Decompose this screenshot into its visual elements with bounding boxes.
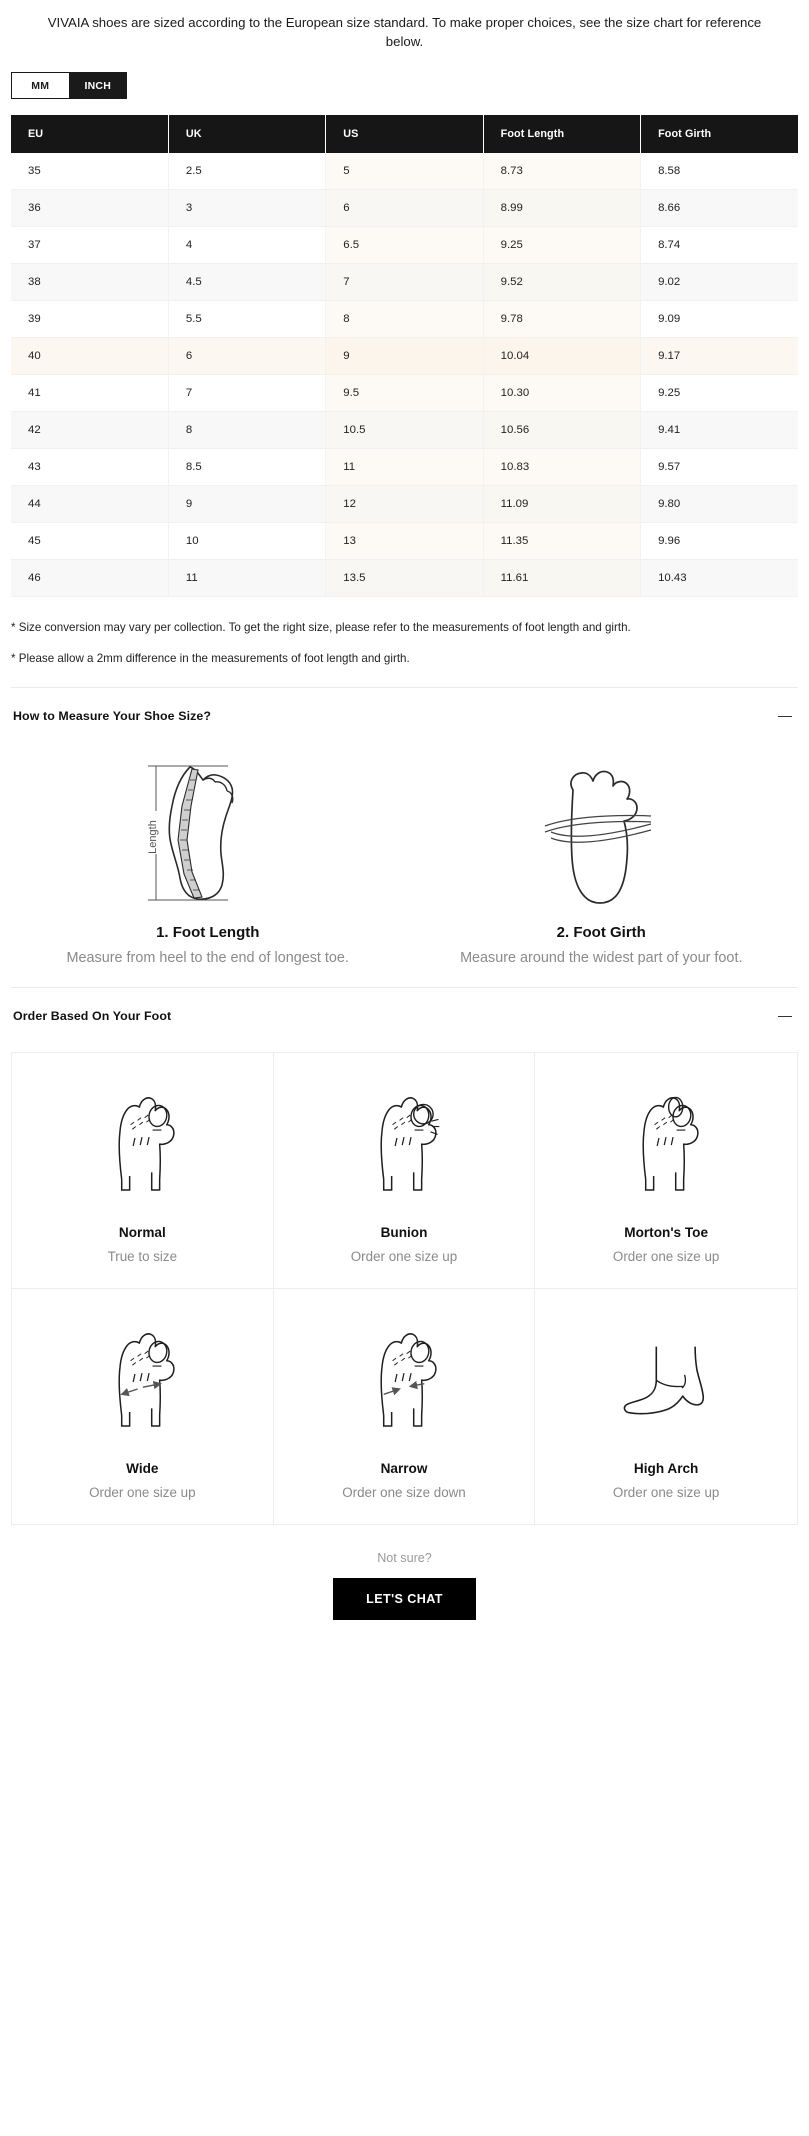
size-note-2: * Please allow a 2mm difference in the measurements of foot length and girth. <box>11 651 410 665</box>
cell-eu: 41 <box>11 375 168 412</box>
cell-eu: 35 <box>11 153 168 190</box>
measure-item-title: 1. Foot Length <box>156 924 260 942</box>
table-row <box>11 375 798 412</box>
minus-icon[interactable] <box>778 709 792 723</box>
foot-type-advice: Order one size up <box>612 1249 720 1265</box>
cell-foot-length: 9.78 <box>483 301 640 338</box>
foot-type-advice: Order one size up <box>612 1485 720 1501</box>
foot-type-name: Bunion <box>380 1225 428 1241</box>
column-header-foot-length: Foot Length <box>483 115 640 153</box>
cell-foot-length: 10.56 <box>483 412 640 449</box>
table-row <box>11 264 798 301</box>
cell-foot-length: 10.04 <box>483 338 640 375</box>
cell-foot-girth: 9.17 <box>641 338 798 375</box>
cell-us: 9 <box>326 338 483 375</box>
foot-bunion-icon <box>329 1075 479 1203</box>
cell-foot-length: 9.52 <box>483 264 640 301</box>
size-chart-head <box>11 115 798 153</box>
minus-icon[interactable] <box>778 1009 792 1023</box>
foot-normal-icon <box>67 1075 217 1203</box>
foot-type-name: Normal <box>118 1225 166 1241</box>
table-row <box>11 338 798 375</box>
cell-uk: 5.5 <box>168 301 325 338</box>
cell-foot-girth: 9.41 <box>641 412 798 449</box>
measure-item-title: 2. Foot Girth <box>556 924 646 942</box>
cell-uk: 7 <box>168 375 325 412</box>
size-notes <box>11 619 798 667</box>
svg-text:Length: Length <box>146 819 159 854</box>
cell-foot-length: 8.73 <box>483 153 640 190</box>
cell-us: 9.5 <box>326 375 483 412</box>
column-header-uk: UK <box>168 115 325 153</box>
cell-uk: 4.5 <box>168 264 325 301</box>
foot-wide-icon <box>67 1311 217 1439</box>
cell-us: 10.5 <box>326 412 483 449</box>
measure-item-foot-length <box>11 742 405 981</box>
table-row <box>11 190 798 227</box>
cell-foot-length: 11.35 <box>483 523 640 560</box>
cell-foot-girth: 8.66 <box>641 190 798 227</box>
foot-type-section-title: Order Based On Your Foot <box>13 1009 172 1024</box>
column-header-eu: EU <box>11 115 168 153</box>
foot-type-card <box>274 1289 536 1524</box>
cell-uk: 2.5 <box>168 153 325 190</box>
foot-type-card <box>535 1289 797 1524</box>
cell-eu: 38 <box>11 264 168 301</box>
cell-foot-length: 10.83 <box>483 449 640 486</box>
cell-foot-length: 8.99 <box>483 190 640 227</box>
unit-toggle-group[interactable] <box>11 72 127 99</box>
table-row <box>11 486 798 523</box>
cell-eu: 39 <box>11 301 168 338</box>
cell-uk: 4 <box>168 227 325 264</box>
size-note-1: * Size conversion may vary per collection. To get the right size, please refer to the measurements of foot length and girth. <box>11 621 631 635</box>
cell-us: 6 <box>326 190 483 227</box>
cell-foot-girth: 10.43 <box>641 560 798 597</box>
cell-eu: 42 <box>11 412 168 449</box>
column-header-foot-girth: Foot Girth <box>641 115 798 153</box>
unit-toggle-mm[interactable]: MM <box>11 72 69 99</box>
foot-type-section-header[interactable] <box>11 988 798 1042</box>
table-row <box>11 227 798 264</box>
foot-type-card <box>535 1053 797 1289</box>
cell-uk: 6 <box>168 338 325 375</box>
cell-foot-length: 11.09 <box>483 486 640 523</box>
cell-uk: 3 <box>168 190 325 227</box>
cell-uk: 9 <box>168 486 325 523</box>
table-row <box>11 301 798 338</box>
foot-type-card <box>12 1289 274 1524</box>
table-row <box>11 560 798 597</box>
column-header-us: US <box>326 115 483 153</box>
foot-type-name: High Arch <box>633 1461 699 1477</box>
cell-us: 7 <box>326 264 483 301</box>
foot-type-card <box>274 1053 536 1289</box>
cell-eu: 40 <box>11 338 168 375</box>
foot-narrow-icon <box>329 1311 479 1439</box>
cell-foot-girth: 8.58 <box>641 153 798 190</box>
measure-section-title: How to Measure Your Shoe Size? <box>13 709 212 724</box>
cell-foot-girth: 9.80 <box>641 486 798 523</box>
cell-foot-girth: 9.25 <box>641 375 798 412</box>
cell-uk: 8 <box>168 412 325 449</box>
cell-eu: 44 <box>11 486 168 523</box>
cell-uk: 8.5 <box>168 449 325 486</box>
cell-foot-girth: 9.09 <box>641 301 798 338</box>
foot-length-diagram <box>118 752 298 910</box>
cell-us: 6.5 <box>326 227 483 264</box>
foot-type-name: Narrow <box>380 1461 428 1477</box>
foot-girth-diagram <box>511 752 691 910</box>
cell-foot-length: 9.25 <box>483 227 640 264</box>
cell-eu: 36 <box>11 190 168 227</box>
chat-cta-note: Not sure? <box>377 1551 432 1566</box>
table-row <box>11 153 798 190</box>
foot-type-name: Morton's Toe <box>624 1225 709 1241</box>
cell-foot-length: 11.61 <box>483 560 640 597</box>
foot-high-arch-icon <box>591 1311 741 1439</box>
cell-us: 13.5 <box>326 560 483 597</box>
foot-mortons-toe-icon <box>591 1075 741 1203</box>
cell-eu: 46 <box>11 560 168 597</box>
intro-text: VIVAIA shoes are sized according to the European size standard. To make proper choices, see the size chart for reference below. <box>47 15 762 49</box>
cell-foot-girth: 8.74 <box>641 227 798 264</box>
unit-toggle-inch[interactable]: INCH <box>69 72 128 99</box>
cell-us: 12 <box>326 486 483 523</box>
size-chart-table <box>11 115 798 597</box>
cell-eu: 45 <box>11 523 168 560</box>
cell-us: 5 <box>326 153 483 190</box>
foot-type-grid <box>11 1052 798 1525</box>
measure-item-foot-girth <box>405 742 799 981</box>
cell-us: 8 <box>326 301 483 338</box>
cell-foot-girth: 9.02 <box>641 264 798 301</box>
lets-chat-button[interactable]: LET'S CHAT <box>333 1578 476 1620</box>
cell-foot-length: 10.30 <box>483 375 640 412</box>
cell-eu: 37 <box>11 227 168 264</box>
table-row <box>11 523 798 560</box>
measure-panel <box>11 742 798 988</box>
cell-us: 11 <box>326 449 483 486</box>
foot-type-advice: Order one size up <box>350 1249 458 1265</box>
size-chart-body <box>11 153 798 597</box>
table-row <box>11 412 798 449</box>
foot-type-advice: Order one size up <box>89 1485 196 1501</box>
size-chart-header-row <box>11 115 798 153</box>
measure-item-desc: Measure from heel to the end of longest toe. <box>66 950 349 967</box>
measure-item-desc: Measure around the widest part of your foot. <box>460 950 743 967</box>
cell-uk: 11 <box>168 560 325 597</box>
cell-us: 13 <box>326 523 483 560</box>
foot-type-advice: True to size <box>107 1249 178 1265</box>
chat-cta <box>11 1525 798 1654</box>
foot-type-card <box>12 1053 274 1289</box>
cell-eu: 43 <box>11 449 168 486</box>
foot-type-advice: Order one size down <box>342 1485 466 1501</box>
table-row <box>11 449 798 486</box>
foot-type-name: Wide <box>126 1461 159 1477</box>
cell-foot-girth: 9.96 <box>641 523 798 560</box>
cell-uk: 10 <box>168 523 325 560</box>
measure-section-header[interactable] <box>11 688 798 742</box>
cell-foot-girth: 9.57 <box>641 449 798 486</box>
